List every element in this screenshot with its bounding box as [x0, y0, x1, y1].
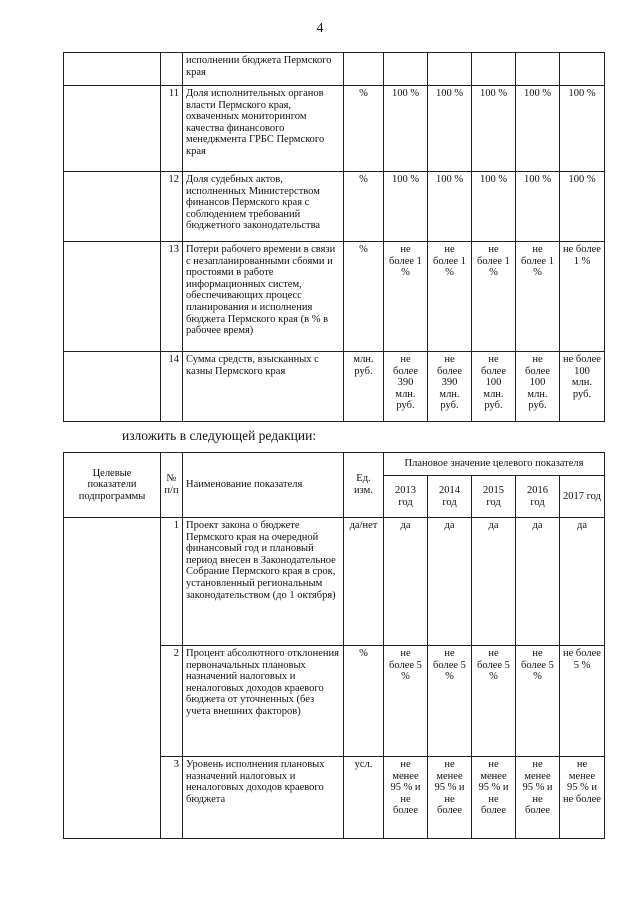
header-planned-value: Плановое значение целевого показателя	[384, 453, 605, 476]
empty-cell	[516, 53, 560, 86]
indicators-table-new	[63, 452, 605, 839]
header-targets: Целевые показатели подпрограммы	[64, 453, 161, 518]
value-2016: не более 100 млн. руб.	[516, 352, 560, 422]
value-2016: 100 %	[516, 86, 560, 172]
value-2013: не более 5 %	[384, 646, 428, 757]
unit-cell: %	[344, 242, 384, 352]
value-2017: 100 %	[560, 86, 605, 172]
header-indicator-name: Наименование показателя	[183, 453, 344, 518]
empty-cell	[64, 86, 161, 172]
value-2014: 100 %	[428, 172, 472, 242]
table-row	[64, 86, 605, 172]
unit-cell: %	[344, 646, 384, 757]
value-2013: не более 390 млн. руб.	[384, 352, 428, 422]
value-2016: 100 %	[516, 172, 560, 242]
value-2014: не более 1 %	[428, 242, 472, 352]
empty-cell	[428, 53, 472, 86]
indicator-name: Уровень исполнения плановых назначений налоговых и неналоговых доходов краевого бюджета	[183, 757, 344, 839]
value-2015: не более 1 %	[472, 242, 516, 352]
indicator-name: Потери рабочего времени в связи с незапланированными сбоями и простоями в работе информационных систем, обеспечивающих процесс планирования и исполнения бюджета Пермского края (в % в рабочее время)	[183, 242, 344, 352]
value-2016: да	[516, 518, 560, 646]
value-2015: 100 %	[472, 86, 516, 172]
unit-cell: усл.	[344, 757, 384, 839]
value-2014: не более 390 млн. руб.	[428, 352, 472, 422]
indicator-name: Доля судебных актов, исполненных Министерством финансов Пермского края с соблюдением требований бюджетного законодательства	[183, 172, 344, 242]
value-2015: да	[472, 518, 516, 646]
table-row	[64, 352, 605, 422]
value-2013: да	[384, 518, 428, 646]
empty-cell	[64, 172, 161, 242]
header-year-2015: 2015 год	[472, 476, 516, 518]
value-2013: 100 %	[384, 172, 428, 242]
row-number: 14	[161, 352, 183, 422]
empty-cell	[560, 53, 605, 86]
unit-cell: %	[344, 86, 384, 172]
value-2014: не более 5 %	[428, 646, 472, 757]
indicator-name: Доля исполнительных органов власти Пермского края, охваченных мониторингом качества финансового менеджмента ГРБС Пермского края	[183, 86, 344, 172]
value-2014: не менее 95 % и не более	[428, 757, 472, 839]
value-2013: не более 1 %	[384, 242, 428, 352]
indicator-name: Проект закона о бюджете Пермского края на очередной финансовый год и плановый период внесен в Законодательное Собрание Пермского края в срок, установленный региональным законодательством (до 1 октября)	[183, 518, 344, 646]
value-2016: не более 1 %	[516, 242, 560, 352]
table-row	[64, 53, 605, 86]
empty-cell	[472, 53, 516, 86]
value-2013: 100 %	[384, 86, 428, 172]
value-2015: не менее 95 % и не более	[472, 757, 516, 839]
header-number: № п/п	[161, 453, 183, 518]
row-number: 13	[161, 242, 183, 352]
row-number: 12	[161, 172, 183, 242]
indicator-name: исполнении бюджета Пермского края	[183, 53, 344, 86]
header-row	[64, 453, 605, 476]
value-2017: не менее 95 % и не более	[560, 757, 605, 839]
indicators-table-previous	[63, 52, 605, 422]
unit-cell: %	[344, 172, 384, 242]
value-2017: 100 %	[560, 172, 605, 242]
value-2013: не менее 95 % и не более	[384, 757, 428, 839]
unit-cell: млн. руб.	[344, 352, 384, 422]
indicator-name: Сумма средств, взысканных с казны Пермского края	[183, 352, 344, 422]
value-2016: не менее 95 % и не более	[516, 757, 560, 839]
value-2015: не более 5 %	[472, 646, 516, 757]
row-number: 11	[161, 86, 183, 172]
header-year-2014: 2014 год	[428, 476, 472, 518]
unit-cell: да/нет	[344, 518, 384, 646]
empty-cell	[64, 352, 161, 422]
empty-cell	[161, 53, 183, 86]
value-2017: да	[560, 518, 605, 646]
value-2017: не более 5 %	[560, 646, 605, 757]
empty-cell	[384, 53, 428, 86]
table-row	[64, 518, 605, 646]
row-number: 1	[161, 518, 183, 646]
targets-cell	[64, 518, 161, 839]
page-number: 4	[316, 21, 324, 36]
empty-cell	[344, 53, 384, 86]
value-2015: не более 100 млн. руб.	[472, 352, 516, 422]
value-2015: 100 %	[472, 172, 516, 242]
value-2017: не более 1 %	[560, 242, 605, 352]
value-2014: 100 %	[428, 86, 472, 172]
indicator-name: Процент абсолютного отклонения первоначальных плановых назначений налоговых и неналоговых доходов краевого бюджета от уточненных (без учета внешних факторов)	[183, 646, 344, 757]
intro-phrase: изложить в следующей редакции:	[122, 428, 317, 443]
value-2017: не более 100 млн. руб.	[560, 352, 605, 422]
empty-cell	[64, 242, 161, 352]
row-number: 2	[161, 646, 183, 757]
empty-cell	[64, 53, 161, 86]
table-row	[64, 242, 605, 352]
header-year-2013: 2013 год	[384, 476, 428, 518]
value-2016: не более 5 %	[516, 646, 560, 757]
header-year-2016: 2016 год	[516, 476, 560, 518]
value-2014: да	[428, 518, 472, 646]
table-row	[64, 172, 605, 242]
header-unit: Ед. изм.	[344, 453, 384, 518]
row-number: 3	[161, 757, 183, 839]
header-year-2017: 2017 год	[560, 476, 605, 518]
